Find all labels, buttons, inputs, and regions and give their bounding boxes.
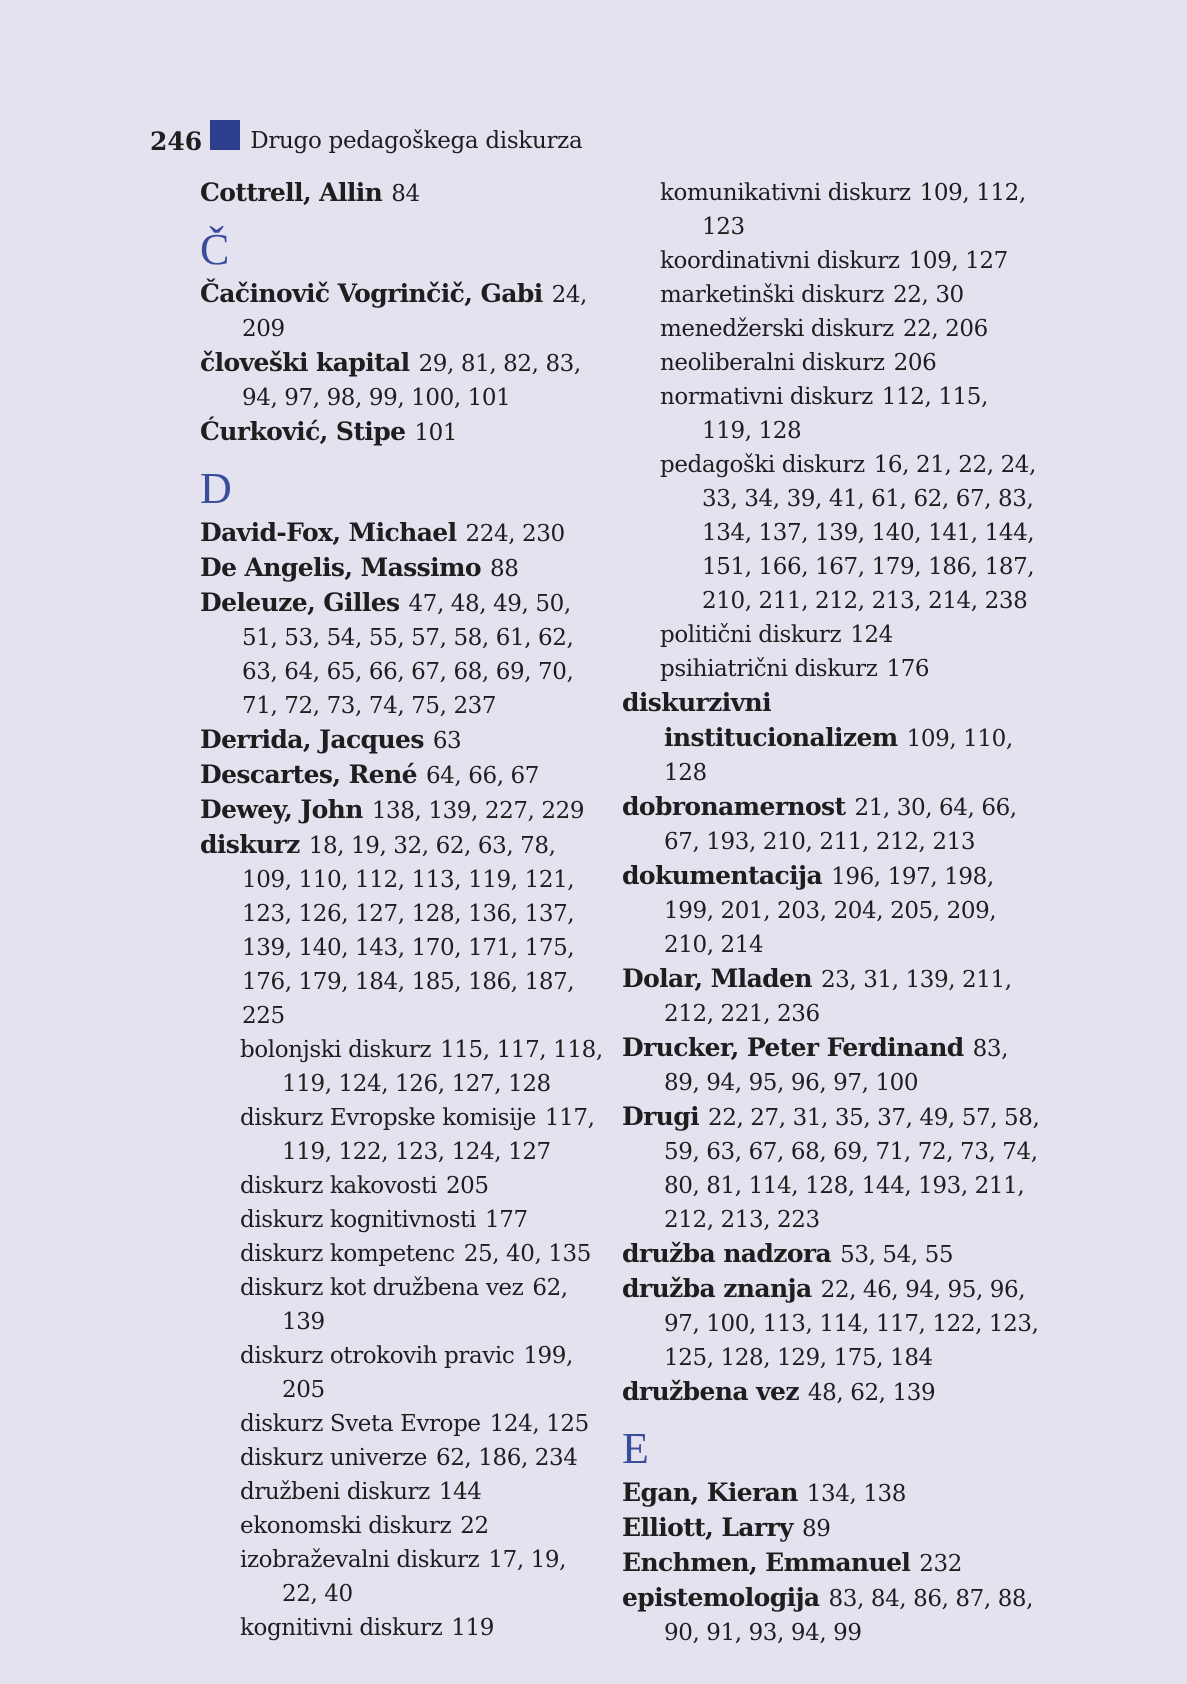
index-subentry — [620, 244, 1042, 278]
header-square-icon — [210, 120, 240, 150]
index-entry — [622, 859, 1042, 962]
index-term: menedžerski diskurz — [660, 316, 894, 342]
index-column-right — [622, 176, 1042, 1650]
index-term: družba znanja — [622, 1274, 812, 1303]
index-entry — [200, 586, 605, 723]
index-term: dokumentacija — [622, 861, 823, 890]
page-references: 205 — [445, 1173, 489, 1199]
index-term: diskurz kompetenc — [240, 1241, 455, 1267]
section-c-entries — [200, 277, 605, 450]
index-entry — [622, 1511, 1042, 1546]
index-term: diskurz Evropske komisije — [240, 1105, 536, 1131]
section-e-entries — [622, 1476, 1042, 1650]
page-references: 109, 112, 123 — [702, 180, 1026, 240]
page-references: 119 — [451, 1615, 494, 1641]
index-entry — [200, 346, 605, 415]
page-references: 22, 206 — [902, 316, 988, 342]
index-subentry — [620, 380, 1042, 448]
index-subentry — [620, 176, 1042, 244]
index-term: De Angelis, Massimo — [200, 553, 481, 582]
index-subentry — [200, 1509, 605, 1543]
page-references: 232 — [919, 1551, 962, 1577]
index-entry — [622, 1375, 1042, 1410]
page-references: 138, 139, 227, 229 — [371, 798, 585, 824]
page-references: 47, 48, 49, 50, 51, 53, 54, 55, 57, 58, 61, 62, 63, 64, 65, 66, 67, 68, 69, 70, 71, 72, 73, 74, 75, 237 — [242, 591, 574, 719]
index-subentry — [200, 1543, 605, 1611]
index-term: Descartes, René — [200, 760, 417, 789]
index-term: Drugi — [622, 1102, 700, 1131]
index-entry — [622, 1237, 1042, 1272]
page-references: 124 — [850, 622, 893, 648]
index-term: Enchmen, Emmanuel — [622, 1548, 911, 1577]
index-subentry — [620, 652, 1042, 686]
page-references: 101 — [414, 420, 458, 446]
page-references: 29, 81, 82, 83, 94, 97, 98, 99, 100, 101 — [242, 351, 581, 411]
index-term: normativni diskurz — [660, 384, 873, 410]
page-references: 134, 138 — [806, 1481, 907, 1507]
index-term: diskurz univerze — [240, 1445, 427, 1471]
index-entry — [622, 790, 1042, 859]
page-references: 83, 84, 86, 87, 88, 90, 91, 93, 94, 99 — [664, 1586, 1034, 1646]
index-entry — [622, 686, 1042, 790]
index-term: diskurz otrokovih pravic — [240, 1343, 515, 1369]
index-term: diskurz kognitivnosti — [240, 1207, 476, 1233]
index-entry — [200, 723, 605, 758]
page-references: 109, 127 — [908, 248, 1008, 274]
page-references: 22, 27, 31, 35, 37, 49, 57, 58, 59, 63, 67, 68, 69, 71, 72, 73, 74, 80, 81, 114, 128, 144, 193, 211, 212, 213, 223 — [664, 1105, 1040, 1233]
page-references: 83, 89, 94, 95, 96, 97, 100 — [664, 1036, 1009, 1096]
index-entry — [200, 551, 605, 586]
index-term: diskurz kakovosti — [240, 1173, 437, 1199]
section-d-entries — [200, 516, 605, 1033]
page-references: 176 — [886, 656, 930, 682]
section-letter-c: Č — [200, 225, 229, 274]
page-references: 25, 40, 135 — [463, 1241, 592, 1267]
page-references: 112, 115, 119, 128 — [702, 384, 988, 444]
index-term: marketinški diskurz — [660, 282, 885, 308]
index-entry — [200, 516, 605, 551]
index-term: pedagoški diskurz — [660, 452, 865, 478]
page-references: 23, 31, 139, 211, 212, 221, 236 — [664, 967, 1012, 1027]
page-references: 22 — [460, 1513, 489, 1539]
index-term: koordinativni diskurz — [660, 248, 900, 274]
index-subentry — [620, 346, 1042, 380]
index-term: epistemologija — [622, 1583, 820, 1612]
page-references: 62, 139 — [282, 1275, 568, 1335]
page-references: 144 — [438, 1479, 482, 1505]
page-references: 199, 205 — [282, 1343, 573, 1403]
index-subentry — [200, 1033, 605, 1101]
index-term: dobronamernost — [622, 792, 846, 821]
index-term: Drucker, Peter Ferdinand — [622, 1033, 964, 1062]
index-term: kognitivni diskurz — [240, 1615, 443, 1641]
index-subentry — [200, 1101, 605, 1169]
page-references: 53, 54, 55 — [840, 1242, 954, 1268]
index-entry — [200, 415, 605, 450]
page-references: 224, 230 — [465, 521, 565, 547]
index-entry — [200, 828, 605, 1033]
index-entry — [622, 1476, 1042, 1511]
page-references: 21, 30, 64, 66, 67, 193, 210, 211, 212, 213 — [664, 795, 1017, 855]
index-term: komunikativni diskurz — [660, 180, 911, 206]
index-term: Dolar, Mladen — [622, 964, 812, 993]
page-references: 22, 46, 94, 95, 96, 97, 100, 113, 114, 117, 122, 123, 125, 128, 129, 175, 184 — [664, 1277, 1039, 1371]
index-entry — [200, 277, 605, 346]
d-entries-cont — [622, 686, 1042, 1410]
index-entry — [622, 1581, 1042, 1650]
page-references: 62, 186, 234 — [435, 1445, 578, 1471]
index-term: ekonomski diskurz — [240, 1513, 452, 1539]
page-references: 84 — [391, 181, 420, 207]
index-term: psihiatrični diskurz — [660, 656, 878, 682]
index-entry — [622, 1031, 1042, 1100]
index-term: bolonjski diskurz — [240, 1037, 432, 1063]
index-term: družba nadzora — [622, 1239, 832, 1268]
index-term: diskurz — [200, 830, 300, 859]
page-references: 124, 125 — [489, 1411, 589, 1437]
index-subentry — [200, 1475, 605, 1509]
index-entry — [622, 1100, 1042, 1237]
section-letter-d: D — [200, 464, 232, 513]
index-term: Egan, Kieran — [622, 1478, 798, 1507]
index-subentry — [620, 618, 1042, 652]
index-term: diskurzivni institucionalizem — [622, 688, 898, 752]
page-references: 109, 110, 128 — [664, 726, 1013, 786]
index-entry — [622, 1546, 1042, 1581]
page-references: 24, 209 — [242, 282, 587, 342]
index-subentry — [200, 1441, 605, 1475]
index-term: izobraževalni diskurz — [240, 1547, 480, 1573]
index-term: Cottrell, Allin — [200, 178, 383, 207]
index-term: David-Fox, Michael — [200, 518, 457, 547]
index-term: Ćurković, Stipe — [200, 417, 406, 446]
index-subentry — [620, 278, 1042, 312]
index-term: politični diskurz — [660, 622, 842, 648]
index-entry — [200, 758, 605, 793]
index-entry — [622, 1272, 1042, 1375]
page-references: 206 — [893, 350, 937, 376]
index-subentry — [620, 448, 1042, 618]
diskurz-subentries-cont — [622, 176, 1042, 686]
top-entries — [200, 176, 605, 211]
index-entry — [622, 962, 1042, 1031]
index-term: Deleuze, Gilles — [200, 588, 400, 617]
page-header — [150, 118, 582, 164]
index-subentry — [200, 1237, 605, 1271]
index-term: neoliberalni diskurz — [660, 350, 885, 376]
index-subentry — [200, 1169, 605, 1203]
index-term: Elliott, Larry — [622, 1513, 793, 1542]
diskurz-subentries — [200, 1033, 605, 1645]
index-term: diskurz Sveta Evrope — [240, 1411, 481, 1437]
page-references: 117, 119, 122, 123, 124, 127 — [282, 1105, 595, 1165]
index-subentry — [200, 1203, 605, 1237]
page-references: 88 — [489, 556, 519, 582]
page-references: 16, 21, 22, 24, 33, 34, 39, 41, 61, 62, 67, 83, 134, 137, 139, 140, 141, 144, 151, 166, 167, 179, 186, 187, 210, 211, 212, 213, 214, 238 — [702, 452, 1036, 614]
index-subentry — [200, 1611, 605, 1645]
index-entry — [200, 793, 605, 828]
index-subentry — [200, 1407, 605, 1441]
page-references: 18, 19, 32, 62, 63, 78, 109, 110, 112, 113, 119, 121, 123, 126, 127, 128, 136, 137, 139, 140, 143, 170, 171, 175, 176, 179, 184, 185, 186, 187, 225 — [242, 833, 575, 1029]
index-term: diskurz kot družbena vez — [240, 1275, 524, 1301]
index-term: Derrida, Jacques — [200, 725, 424, 754]
index-entry — [200, 176, 605, 211]
page-references: 89 — [801, 1516, 831, 1542]
page-number: 246 — [150, 126, 203, 156]
section-letter-e: E — [622, 1424, 649, 1473]
index-subentry — [200, 1271, 605, 1339]
page-references: 64, 66, 67 — [425, 763, 539, 789]
page-references: 196, 197, 198, 199, 201, 203, 204, 205, 209, 210, 214 — [664, 864, 997, 958]
page-references: 177 — [485, 1207, 528, 1233]
page-references: 22, 30 — [893, 282, 964, 308]
page-references: 115, 117, 118, 119, 124, 126, 127, 128 — [282, 1037, 603, 1097]
index-subentry — [620, 312, 1042, 346]
index-term: družbeni diskurz — [240, 1479, 430, 1505]
index-term: človeški kapital — [200, 348, 410, 377]
page-references: 17, 19, 22, 40 — [282, 1547, 567, 1607]
running-title: Drugo pedagoškega diskurza — [250, 128, 583, 154]
index-term: Dewey, John — [200, 795, 363, 824]
index-column-left — [200, 176, 605, 1645]
index-subentry — [200, 1339, 605, 1407]
index-term: Čačinovič Vogrinčič, Gabi — [200, 279, 543, 308]
page-references: 63 — [432, 728, 462, 754]
index-term: družbena vez — [622, 1377, 799, 1406]
page-references: 48, 62, 139 — [807, 1380, 936, 1406]
